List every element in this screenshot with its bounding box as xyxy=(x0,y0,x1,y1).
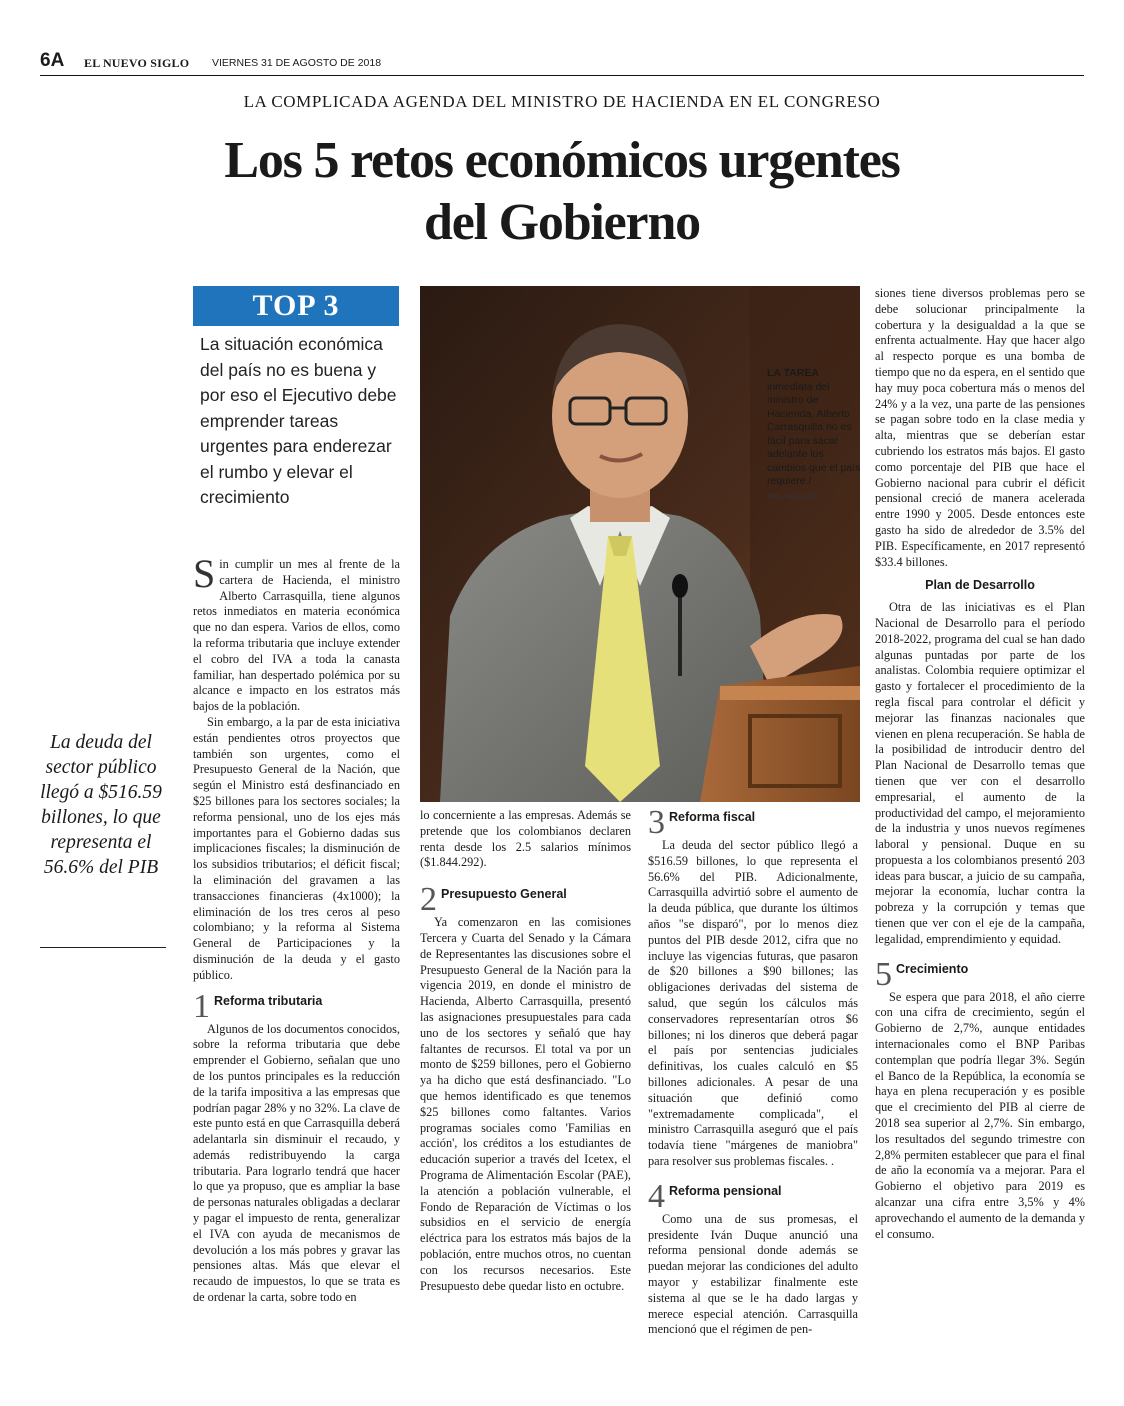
section-5-title: Crecimiento xyxy=(896,961,969,976)
minister-photo xyxy=(420,286,860,802)
issue-date: VIERNES 31 DE AGOSTO DE 2018 xyxy=(212,57,382,69)
section-3-number: 3 xyxy=(648,808,665,838)
section-5-number: 5 xyxy=(875,959,892,990)
column-1 xyxy=(193,551,400,1306)
column-2-continuation: lo concerniente a las empresas. Además se pretende que los colombianos declaren renta desde los 2.5 salarios mínimos ($1.844.292). xyxy=(420,808,631,870)
caption-head: LA TAREA xyxy=(767,367,819,379)
masthead: EL NUEVO SIGLO xyxy=(84,56,190,70)
section-2-text: Ya comenzaron en las comisiones Tercera y Cuarta del Senado y la Cámara de Representantes las discusiones sobre el Presupuesto General de la Nación para la vigencia 2019, en donde el ministro de Hacienda, Alberto Carrasquilla, presentó las asignaciones presupuestales para cada uno de los sectores y señaló que hay faltantes de recursos. El total va por un monto de $259 billones, pero el Gobierno ya ha dicho que está desfinanciado. "Lo que hemos identificado es que tenemos $25 billones como faltantes. Varios programas sociales como 'Familias en acción', los créditos a los estudiantes de educación superior a través del Icetex, el Programa de Alimentación Escolar (PAE), la atención a población vulnerable, el Fondo de Reparación de Víctimas o los subsidios en el servicio de energía eléctrica para los estratos más bajos de la población, entre muchos otros, no cuentan con los recursos necesarios. Este Presupuesto debe quedar listo en octubre. xyxy=(420,915,631,1293)
pull-quote-rule xyxy=(40,947,166,948)
plan-text: Otra de las iniciativas es el Plan Nacional de Desarrollo para el período 2018-2022, programa del cual se han dado algunas puntadas por parte de los analistas. Colombia requiere optimizar el gasto y fortalecer el procedimiento de la regla fiscal para controlar el déficit y mejorar las finanzas nacionales que vienen en plena recuperación. Se habla de la posibilidad de introducir dentro del Plan Nacional de Desarrollo temas que tienen que ver con el desarrollo empresarial, el aumento de la productividad del campo, el mejoramiento de la industria y unos nuevos regímenes laboral y pensional. Duque en su propuesta a los colombianos presentó 203 ideas para buscar, a juicio de su campaña, mejorar la economía, luchar contra la pobreza y la corrupción y temas que tienen que ver con el eje de la campaña, legalidad, emprendimiento y equidad. xyxy=(875,600,1085,946)
top3-badge: TOP 3 xyxy=(193,286,399,326)
section-3-text: La deuda del sector público llegó a $516.59 billones, lo que representa el 56.6% del PIB. Adicionalmente, Carrasquilla advirtió sobre el aumento de la deuda pública, que durante los últimos años "se disparó", por lo menos diez puntos del PIB desde 2012, cifra que no incluye las vigencias futuras, que pasaron de $20 billones a $90 billones; las obligaciones derivadas del sistema de salud, que según los cálculos más conservadores representarían otros $6 billones; ni los dineros que deberá pagar el país por sentencias judiciales definitivas, los cuales calculó en $5 billones adicionales. A pesar de una situación que definió como "extremadamente complicada", el ministro Carrasquilla aseguró que el país todavía tiene "márgenes de maniobra" para resolver sus problemas fiscales. . xyxy=(648,838,858,1168)
column-4-continuation: siones tiene diversos problemas pero se debe solucionar principalmente la cobertura y la desigualdad a la que se enfrenta actualmente. Hay que hacer algo al respecto porque es una bomba de tiempo que no da espera, en el sentido que hay muy poca cobertura más o menos del 24% y a la vez, una parte de las pensiones se pagan sobre todo en la clase media y alta, mientras que se deberían estar cubriendo los estratos más bajos. El gasto como porcentaje del PIB que hace el Gobierno nacional para cubrir el déficit pensional creció de manera acelerada entre 1990 y 2005. Desde entonces este gasto ha sido de alrededor de 3.5% del PIB. Específicamente, en 2017 representó $33.4 billones. xyxy=(875,286,1085,569)
section-4-number: 4 xyxy=(648,1181,665,1212)
pull-quote: La deuda del sector público llegó a $516.59 billones, lo que representa el 56.6% del PIB xyxy=(40,732,162,878)
paragraph-2: Sin embargo, a la par de esta iniciativa están pendientes otros proyectos que también son urgentes, como el Presupuesto General de la Nación, que según el Ministro está desfinanciado en $25 billones para los sectores sociales; la reforma pensional, uno de los ejes más importantes para el Gobierno dadas sus implicaciones fiscales; la disminución de los subsidios tributarios; el déficit fiscal; la eliminación del gravamen a las transacciones financieras (4x1000); la eliminación de los tres ceros al peso colombiano; y la reforma al Sistema General de Participaciones y la disminución de la deuda y el gasto público. xyxy=(193,714,400,982)
intro-paragraph: in cumplir un mes al frente de la cartera de Hacienda, el ministro Alberto Carrasquilla, tiene algunos retos inmediatos en materia económica que no dan espera. Varios de ellos, como la reforma tributaria que incluye extender el cobro del IVA a toda la canasta familiar, han despertado polémica por su alcance e impacto en los estratos más bajos de la población. xyxy=(193,557,400,714)
caption-text: inmediata del ministro de Hacienda, Alberto Carrasquilla no es fácil para sacar adelante los cambios que el país requiere./ xyxy=(767,380,861,487)
section-4-heading xyxy=(648,1182,858,1212)
section-1-number: 1 xyxy=(193,991,210,1022)
section-5-text: Se espera que para 2018, el año cierre con una cifra de crecimiento, según el Gobierno de 2,7%, aunque entidades internacionales como el BNP Paribas contemplan que podría llegar 3%. Según el Banco de la República, la economía se haya en plena recuperación y es posible que el crecimiento del PIB al cierre de 2018 sea superior al 2,7%. Sin embargo, los resultados del segundo trimestre con 2,8% permiten establecer que para el final de año la economía va a mejorar. Para el Gobierno el objetivo para 2019 es alcanzar una cifra entre 3,5% y 4% aprovechando el aumento de la demanda y el consumo. xyxy=(875,989,1085,1241)
section-2-number: 2 xyxy=(420,885,437,916)
section-2-heading xyxy=(420,885,631,915)
photo-credit: Min Hacienda xyxy=(767,490,819,501)
section-1-heading xyxy=(193,992,400,1022)
section-1-text: Algunos de los documentos conocidos, sobre la reforma tributaria que debe emprender el Gobierno, señalan que uno de los puntos principales es la reducción de la tarifa impositiva a las empresas que podrían pagar 28% y no 32%. La clave de este punto está en que Carrasquilla deberá adelantarla sin disminuir el recaudo, y además redistribuyendo la carga tributaria. Para lograrlo tendrá que hacer lo que ya propuso, que es ampliar la base de personas naturales obligadas a declarar y pagar el impuesto de renta, generalizar el IVA con ayuda de mecanismos de devolución a los más pobres y gravar las pensiones altas. Más que elevar el recaudo de impuestos, lo que se trata es de ordenar la carta, sobre todo en xyxy=(193,1021,400,1305)
section-1-title: Reforma tributaria xyxy=(214,993,323,1008)
kicker: LA COMPLICADA AGENDA DEL MINISTRO DE HACIENDA EN EL CONGRESO xyxy=(243,92,881,111)
section-4-text: Como una de sus promesas, el presidente Iván Duque anunció una reforma pensional donde además se puedan mejorar las condiciones del adulto mayor y estabilizar finalmente este sistema al que se le ha dado largas y merece especial atención. Carrasquilla mencionó que el régimen de pen- xyxy=(648,1211,858,1337)
section-5-heading xyxy=(875,960,1085,990)
folio-bar xyxy=(40,50,1084,76)
section-2-title: Presupuesto General xyxy=(441,887,567,902)
headline-line-1: Los 5 retos económicos urgentes xyxy=(224,132,900,189)
column-3 xyxy=(648,808,858,1338)
summary-text: La situación económica del país no es buena y por eso el Ejecutivo debe emprender tareas urgentes para enderezar el rumbo y elevar el crecimiento xyxy=(200,334,397,507)
photo-caption xyxy=(767,367,862,503)
photo-illustration xyxy=(420,286,860,802)
headline-line-2: del Gobierno xyxy=(424,194,700,251)
column-2 xyxy=(420,808,631,1294)
section-4-title: Reforma pensional xyxy=(669,1183,782,1198)
plan-subhead: Plan de Desarrollo xyxy=(925,578,1035,593)
section-3-title: Reforma fiscal xyxy=(669,810,756,824)
page-number: 6A xyxy=(40,50,65,71)
drop-cap: S xyxy=(193,551,216,596)
column-4 xyxy=(875,286,1085,1242)
section-3-heading xyxy=(648,808,858,838)
headline xyxy=(0,130,1124,254)
